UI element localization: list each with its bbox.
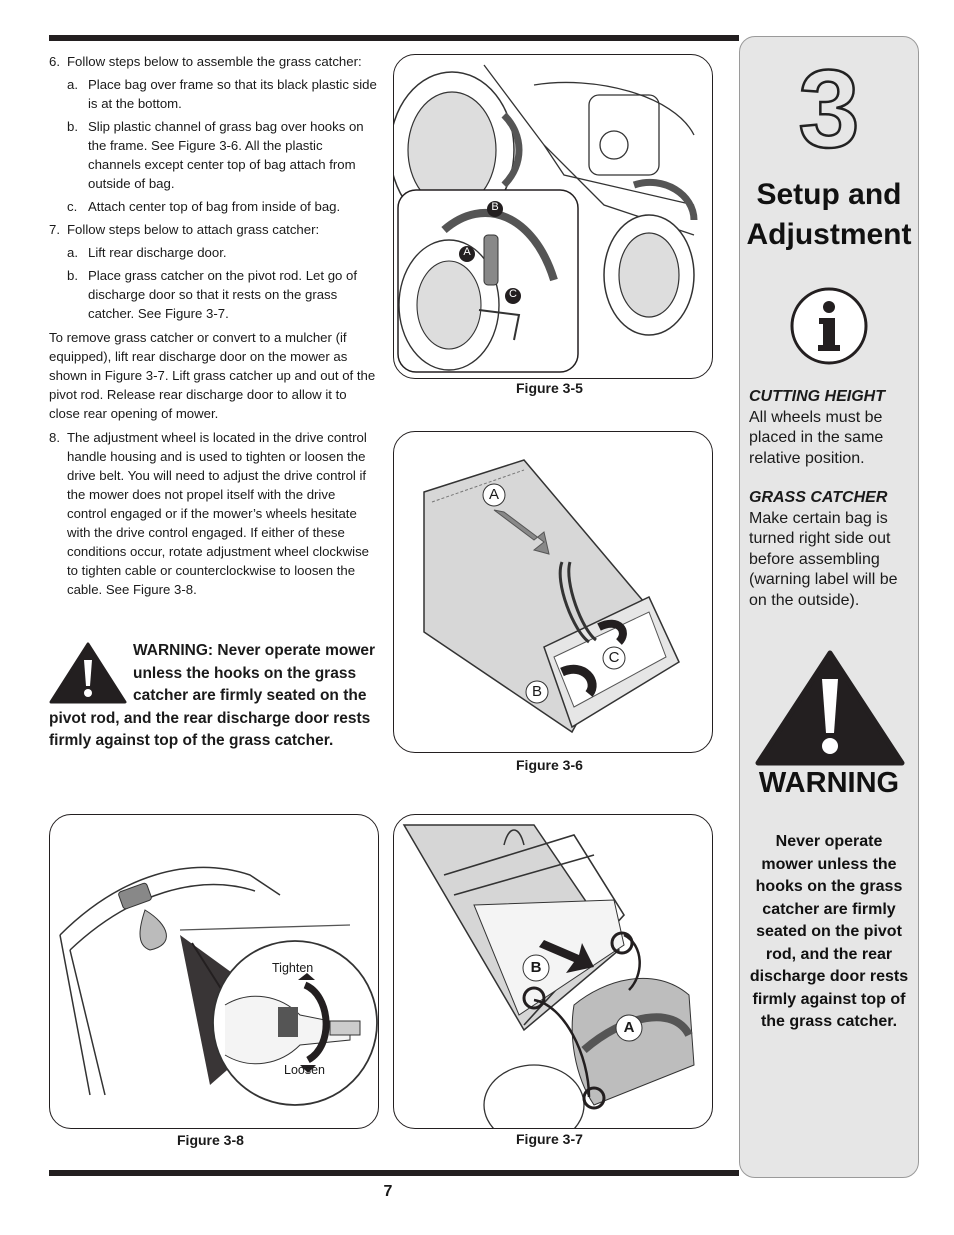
- figure-3-6: [393, 431, 713, 753]
- warning-triangle-icon: [49, 642, 127, 704]
- callout-a: A: [623, 1019, 635, 1036]
- loosen-label: Loosen: [284, 1063, 326, 1077]
- step-8: 8. The adjustment wheel is located in the drive control handle housing and is used to tighten or loosen the drive belt. You will need to adjust the drive control if the mower does not propel itself with the drive control engaged or if the mower’s wheels hesitate with the drive control engaged. If either of these conditions occur, rotate adjustment wheel clockwise to tighten cable or counterclockwise to loosen the cable. See Figure 3-8.: [49, 430, 369, 597]
- figure-3-7: [393, 814, 713, 1129]
- tighten-label: Tighten: [272, 961, 314, 975]
- callout-c: C: [509, 288, 517, 300]
- instructions-column: [49, 52, 377, 599]
- figure-3-5-illustration: [394, 55, 712, 378]
- top-rule: [49, 35, 739, 41]
- callout-b: B: [491, 201, 499, 213]
- chapter-title: Setup and Adjustment: [746, 178, 912, 251]
- step-6b: b. Slip plastic channel of grass bag over hooks on the frame. See Figure 3-6. All the plastic channels except center top of bag attach from outside of bag.: [67, 119, 364, 191]
- step-6c: c. Attach center top of bag from inside of bag.: [67, 199, 341, 214]
- step-6a: a. Place bag over frame so that its black plastic side is at the bottom.: [67, 77, 377, 111]
- remove-catcher-paragraph: To remove grass catcher or convert to a mulcher (if equipped), lift rear discharge door on the mower as shown in Figure 3-7. Lift grass catcher up and out of the pivot rod. Release rear discharge door to allow it to close rear opening of mower.: [49, 330, 376, 421]
- warning-triangle-icon: [754, 649, 906, 767]
- figure-3-7-caption: Figure 3-7: [516, 1131, 583, 1147]
- figure-3-7-illustration: [394, 815, 712, 1128]
- callout-b: B: [530, 959, 542, 976]
- figure-3-8: [49, 814, 379, 1129]
- figure-3-5: [393, 54, 713, 379]
- figure-3-5-caption: Figure 3-5: [516, 380, 583, 396]
- figure-3-6-caption: Figure 3-6: [516, 757, 583, 773]
- warning-label: WARNING: [758, 767, 900, 799]
- grass-catcher-note: GRASS CATCHER Make certain bag is turned right side out before assembling (warning label will be on the outside).: [749, 489, 898, 609]
- page-number: 7: [383, 1183, 393, 1200]
- inline-warning: WARNING: Never operate mower unless the hooks on the grass catcher are firmly seated on the pivot rod, and the rear discharge door rests firmly against top of the grass catcher.: [49, 642, 376, 750]
- callout-b: B: [531, 683, 542, 700]
- callout-c: C: [608, 649, 620, 666]
- figure-3-8-illustration: [50, 815, 378, 1128]
- chapter-sidebar: [739, 36, 919, 1178]
- figure-3-8-caption: Figure 3-8: [177, 1132, 244, 1148]
- step-7a: a. Lift rear discharge door.: [67, 245, 227, 260]
- figure-3-6-illustration: [394, 432, 712, 752]
- callout-a: A: [463, 246, 471, 258]
- bottom-rule: [49, 1170, 739, 1176]
- step-7: 7. Follow steps below to attach grass catcher:: [49, 222, 320, 237]
- step-7b: b. Place grass catcher on the pivot rod. Let go of discharge door so that it rests on the grass catcher. See Figure 3-7.: [67, 268, 358, 321]
- cutting-height-note: CUTTING HEIGHT All wheels must be placed in the same relative position.: [749, 388, 885, 467]
- chapter-number: 3: [798, 48, 860, 171]
- callout-a: A: [488, 486, 499, 503]
- step-6: 6. Follow steps below to assemble the grass catcher:: [49, 54, 362, 69]
- info-icon: [788, 285, 870, 367]
- sidebar-warning-text: Never operate mower unless the hooks on the grass catcher are firmly seated on the pivot rod, and the rear discharge door rests firmly against top of the grass catcher.: [749, 833, 909, 1030]
